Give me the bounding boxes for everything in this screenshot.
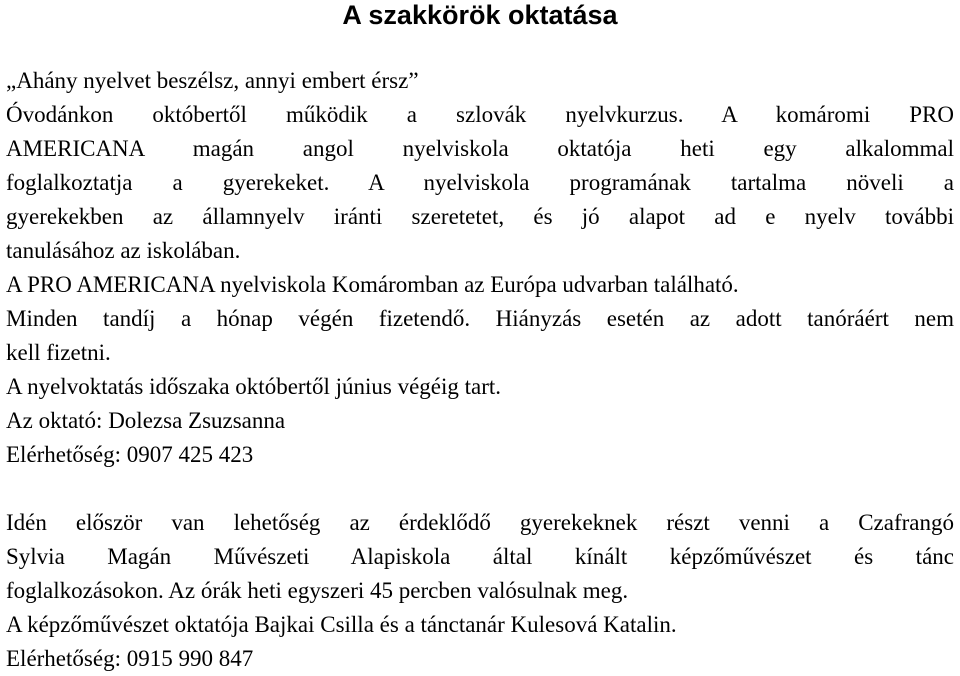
paragraph-line: Óvodánkon októbertől működik a szlovák nyelvkurzus. A komáromi PRO: [6, 102, 954, 127]
contact-line: Elérhetőség: 0915 990 847: [6, 646, 254, 671]
paragraph-line: Idén először van lehetőség az érdeklődő gyerekeknek részt venni a Czafrangó: [6, 510, 954, 535]
paragraph-line: foglalkozásokon. Az órák heti egyszeri 45 percben valósulnak meg.: [6, 578, 629, 603]
paragraph-line: foglalkoztatja a gyerekeket. A nyelviskola programának tartalma növeli a: [6, 170, 954, 195]
page-title: A szakkörök oktatása: [342, 0, 618, 30]
language-course-section: [6, 64, 954, 472]
contact-line: Elérhetőség: 0907 425 423: [6, 442, 254, 467]
paragraph-line: Sylvia Magán Művészeti Alapiskola által kínált képzőművészet és tánc: [6, 544, 954, 569]
document-page: [6, 0, 954, 676]
paragraph-line: tanulásához az iskolában.: [6, 238, 241, 263]
period-line: A nyelvoktatás időszaka októbertől június végéig tart.: [6, 374, 502, 399]
teacher-line: A képzőművészet oktatója Bajkai Csilla és a tánctanár Kulesová Katalin.: [6, 612, 677, 637]
paragraph-line: gyerekekben az államnyelv iránti szeretetet, és jó alapot ad e nyelv további: [6, 204, 954, 229]
paragraph-line: AMERICANA magán angol nyelviskola oktatója heti egy alkalommal: [6, 136, 954, 161]
location-line: A PRO AMERICANA nyelviskola Komáromban az Európa udvarban található.: [6, 272, 739, 297]
teacher-line: Az oktató: Dolezsa Zsuzsanna: [6, 408, 286, 433]
fee-line: kell fizetni.: [6, 340, 111, 365]
motto-line: „Ahány nyelvet beszélsz, annyi embert érsz”: [6, 68, 419, 93]
fee-line: Minden tandíj a hónap végén fizetendő. Hiányzás esetén az adott tanóráért nem: [6, 306, 954, 331]
section-spacer: [6, 472, 954, 506]
art-school-section: [6, 506, 954, 676]
